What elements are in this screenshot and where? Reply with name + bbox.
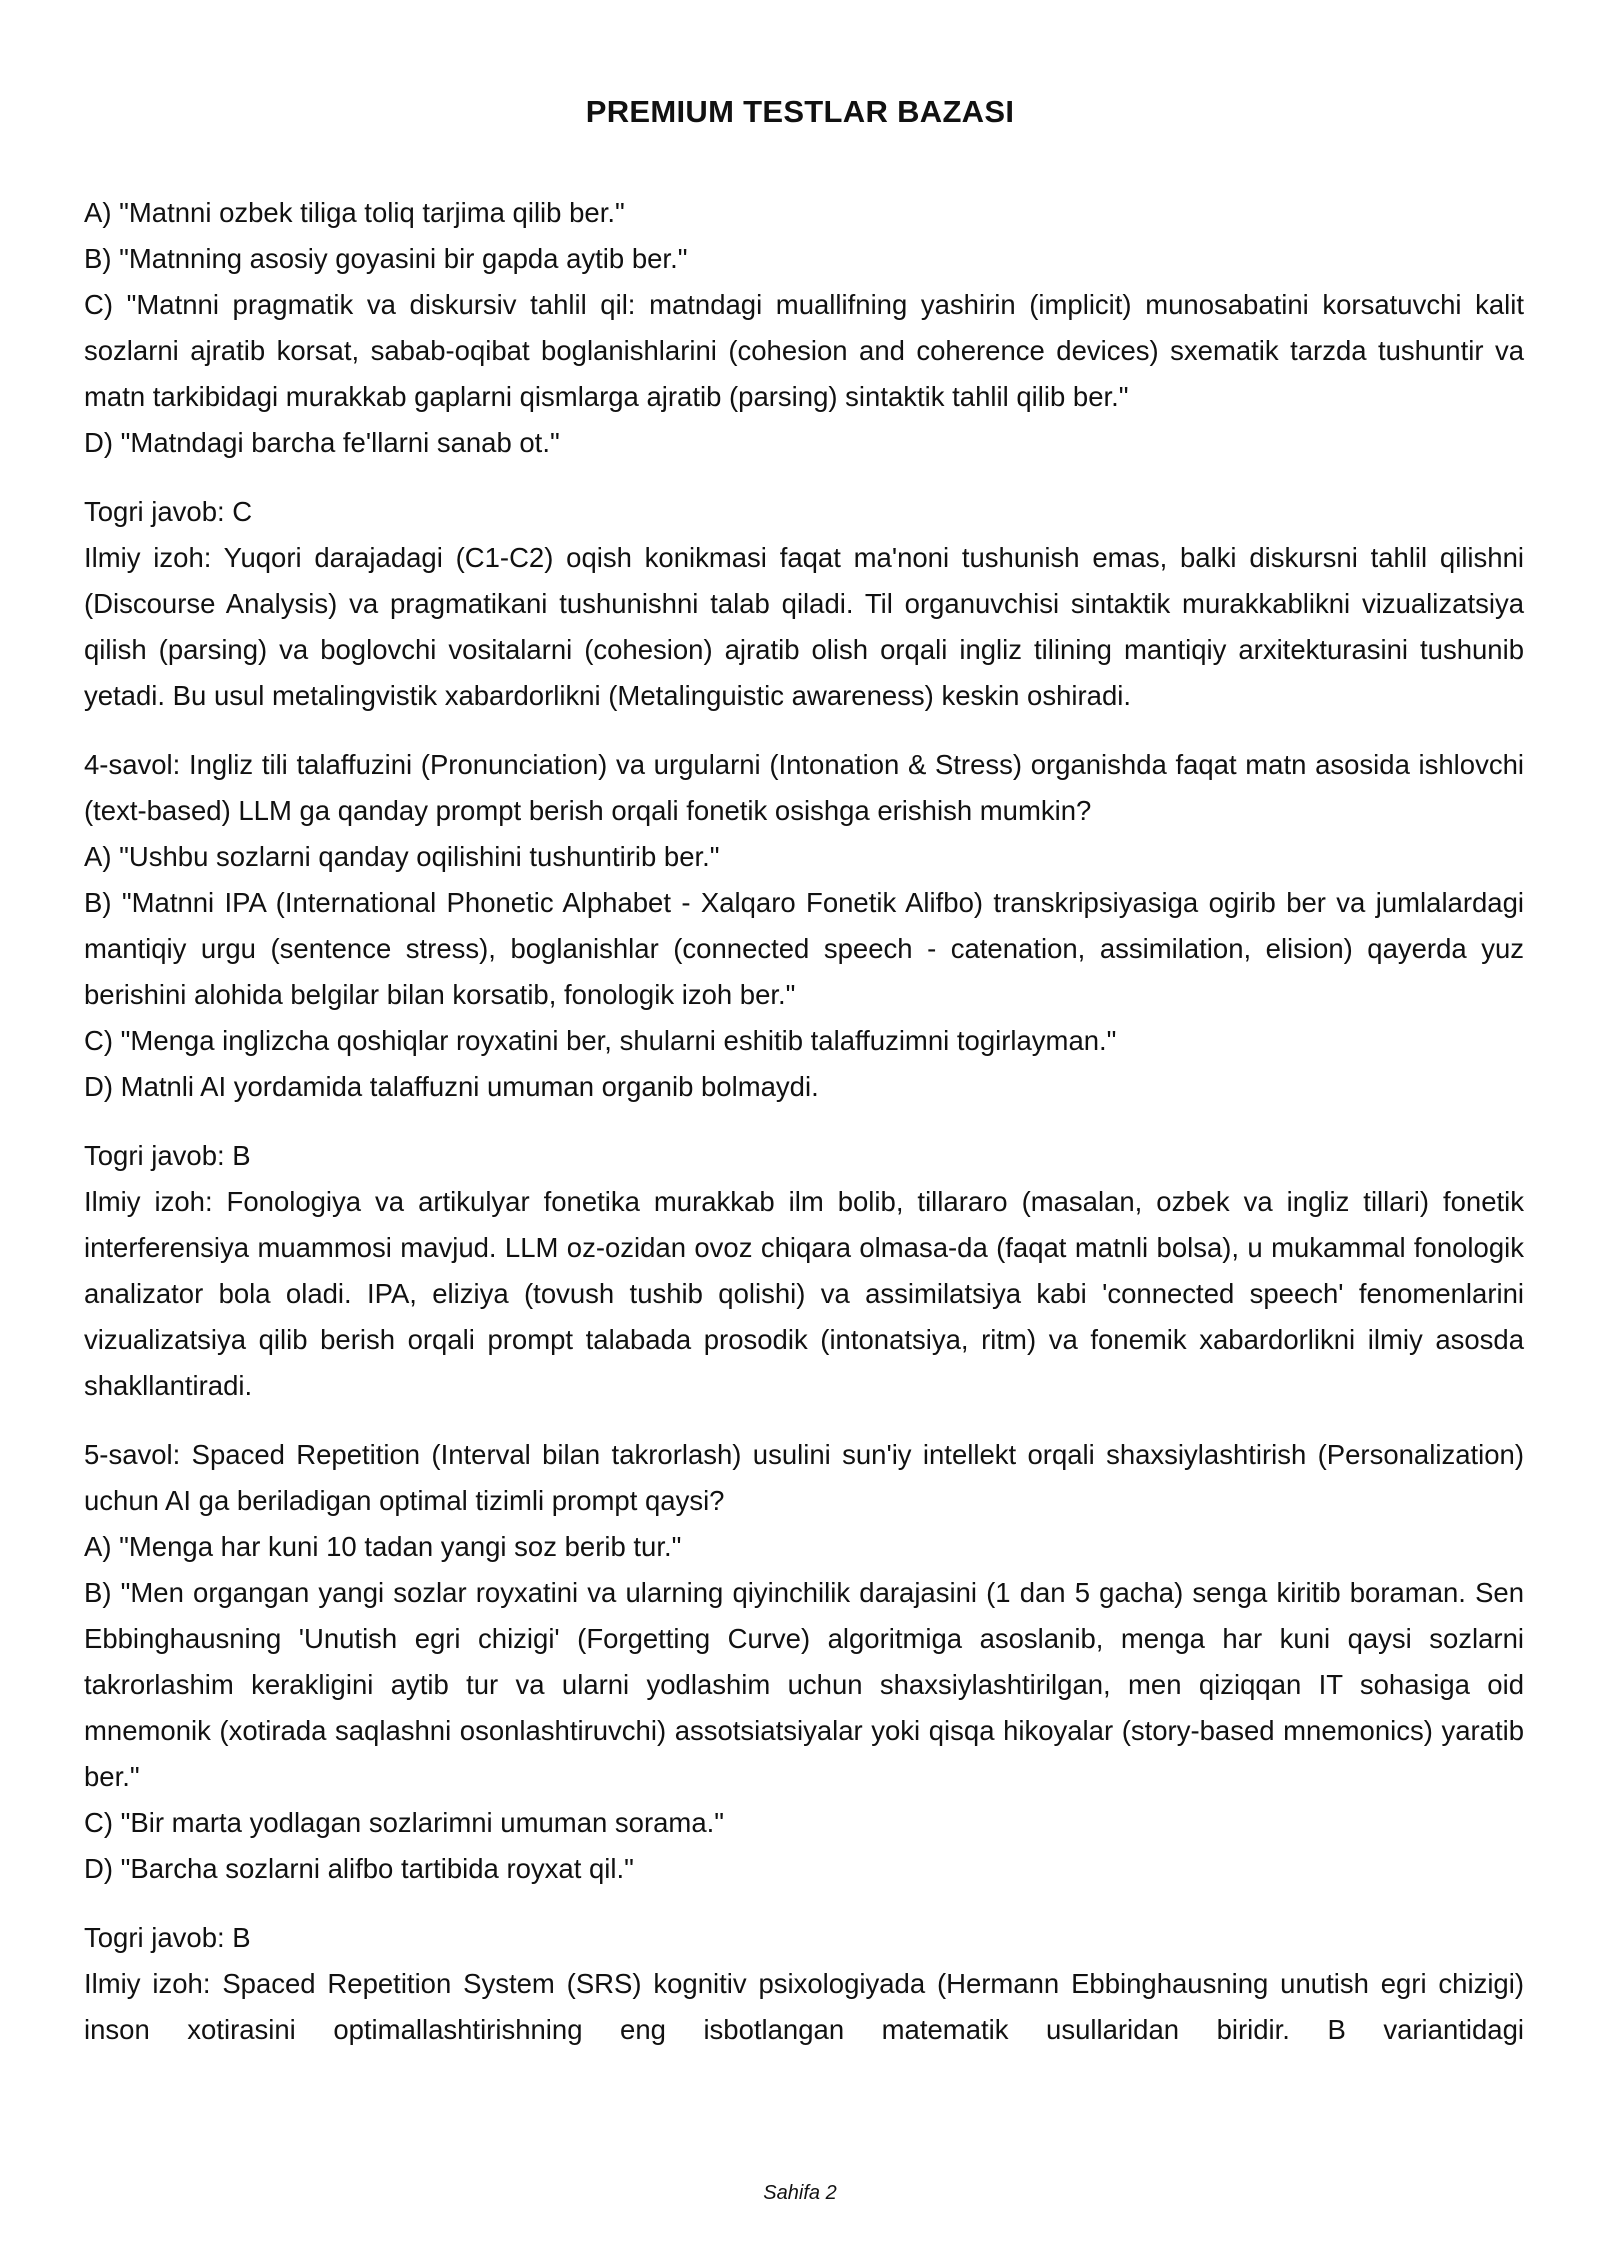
page-number: Sahifa 2	[763, 2182, 837, 2204]
q5-explanation: Ilmiy izoh: Spaced Repetition System (SRS) kognitiv psixologiyada (Hermann Ebbinghausning unutish egri chizigi) inson xotirasini optimallashtirishning eng isbotlangan matematik usullaridan biridir. B variantidagi	[84, 1968, 1524, 2045]
q5-option-c: C) "Bir marta yodlagan sozlarimni umuman sorama."	[84, 1807, 725, 1838]
q3-option-b: B) "Matnning asosiy goyasini bir gapda aytib ber."	[84, 243, 688, 274]
q5-option-d: D) "Barcha sozlarni alifbo tartibida royxat qil."	[84, 1853, 634, 1884]
document-body	[84, 190, 1524, 2053]
page-title: PREMIUM TESTLAR BAZASI	[585, 94, 1015, 129]
q5-option-a: A) "Menga har kuni 10 tadan yangi soz berib tur."	[84, 1531, 682, 1562]
spacer	[84, 1409, 1524, 1432]
q4-option-c: C) "Menga inglizcha qoshiqlar royxatini ber, shularni eshitib talaffuzimni togirlayman."	[84, 1025, 1117, 1056]
spacer	[84, 1892, 1524, 1915]
q4-question: 4-savol: Ingliz tili talaffuzini (Pronunciation) va urgularni (Intonation & Stress) organishda faqat matn asosida ishlovchi (text-based) LLM ga qanday prompt berish orqali fonetik osishga erishish mumkin?	[84, 749, 1524, 826]
q5-question: 5-savol: Spaced Repetition (Interval bilan takrorlash) usulini sun'iy intellekt orqali shaxsiylashtirish (Personalization) uchun AI ga beriladigan optimal tizimli prompt qaysi?	[84, 1439, 1524, 1516]
q5-answer: Togri javob: B	[84, 1922, 251, 1953]
q4-option-b: B) "Matnni IPA (International Phonetic Alphabet - Xalqaro Fonetik Alifbo) transkripsiyasiga ogirib ber va jumlalardagi mantiqiy urgu (sentence stress), boglanishlar (connected speech - catenation, assimilation, elision) qayerda yuz berishini alohida belgilar bilan korsatib, fonologik izoh ber."	[84, 887, 1524, 1010]
spacer	[84, 1110, 1524, 1133]
q5-option-b: B) "Men organgan yangi sozlar royxatini va ularning qiyinchilik darajasini (1 dan 5 gacha) senga kiritib boraman. Sen Ebbinghausning 'Unutish egri chizigi' (Forgetting Curve) algoritmiga asoslanib, menga har kuni qaysi sozlarni takrorlashim kerakligini aytib tur va ularni yodlashim uchun shaxsiylashtirilgan, men qiziqqan IT sohasiga oid mnemonik (xotirada saqlashni osonlashtiruvchi) assotsiatsiyalar yoki qisqa hikoyalar (story-based mnemonics) yaratib ber."	[84, 1577, 1524, 1792]
q4-option-a: A) "Ushbu sozlarni qanday oqilishini tushuntirib ber."	[84, 841, 720, 872]
q3-explanation: Ilmiy izoh: Yuqori darajadagi (C1-C2) oqish konikmasi faqat ma'noni tushunish emas, balki diskursni tahlil qilishni (Discourse Analysis) va pragmatikani tushunishni talab qiladi. Til organuvchisi sintaktik murakkablikni vizualizatsiya qilish (parsing) va boglovchi vositalarni (cohesion) ajratib olish orqali ingliz tilining mantiqiy arxitekturasini tushunib yetadi. Bu usul metalingvistik xabardorlikni (Metalinguistic awareness) keskin oshiradi.	[84, 542, 1524, 711]
q3-option-c: C) "Matnni pragmatik va diskursiv tahlil qil: matndagi muallifning yashirin (implicit) munosabatini korsatuvchi kalit sozlarni ajratib korsat, sabab-oqibat boglanishlarini (cohesion and coherence devices) sxematik tarzda tushuntir va matn tarkibidagi murakkab gaplarni qismlarga ajratib (parsing) sintaktik tahlil qilib ber."	[84, 289, 1524, 412]
q4-explanation: Ilmiy izoh: Fonologiya va artikulyar fonetika murakkab ilm bolib, tillararo (masalan, ozbek va ingliz tillari) fonetik interferensiya muammosi mavjud. LLM oz-ozidan ovoz chiqara olmasa-da (faqat matnli bolsa), u mukammal fonologik analizator bola oladi. IPA, eliziya (tovush tushib qolishi) va assimilatsiya kabi 'connected speech' fenomenlarini vizualizatsiya qilib berish orqali prompt talabada prosodik (intonatsiya, ritm) va fonemik xabardorlikni ilmiy asosda shakllantiradi.	[84, 1186, 1524, 1401]
q4-option-d: D) Matnli AI yordamida talaffuzni umuman organib bolmaydi.	[84, 1071, 819, 1102]
q3-option-d: D) "Matndagi barcha fe'llarni sanab ot."	[84, 427, 560, 458]
spacer	[84, 719, 1524, 742]
spacer	[84, 466, 1524, 489]
q3-option-a: A) "Matnni ozbek tiliga toliq tarjima qilib ber."	[84, 197, 625, 228]
q3-answer: Togri javob: C	[84, 496, 253, 527]
q4-answer: Togri javob: B	[84, 1140, 251, 1171]
